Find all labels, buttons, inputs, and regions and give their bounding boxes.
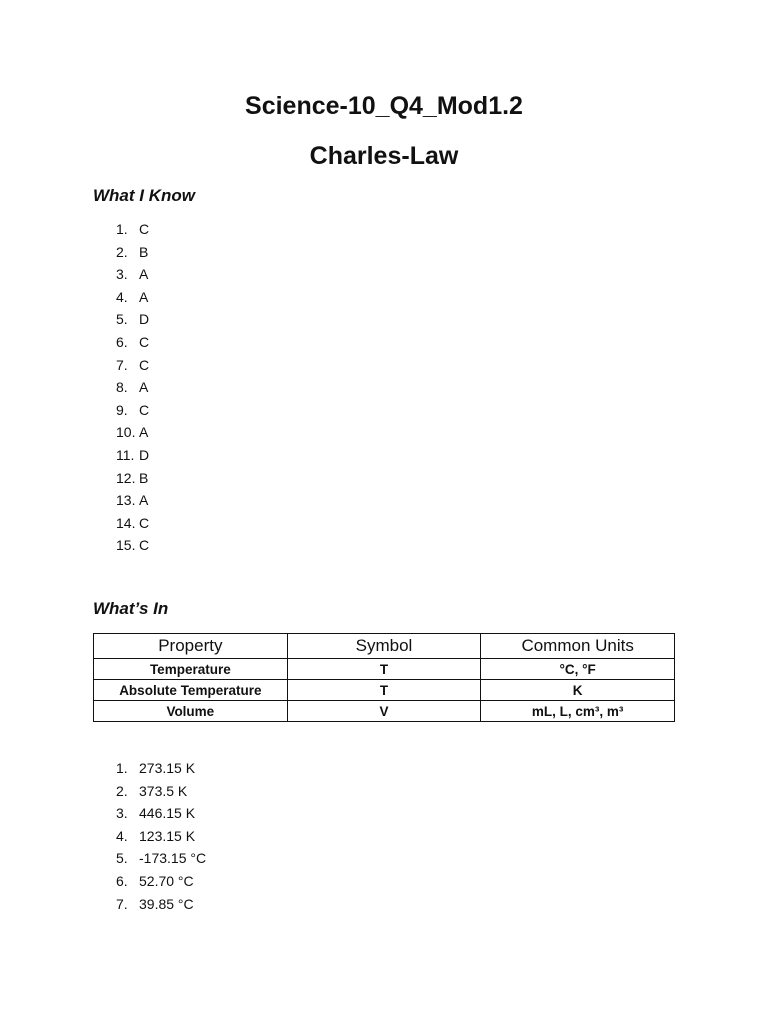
item-number: 4. (116, 827, 128, 844)
item-answer: B (139, 243, 149, 260)
table-cell: Temperature (94, 659, 288, 680)
item-answer: C (139, 514, 150, 531)
document-title: Science-10_Q4_Mod1.2 (245, 92, 523, 120)
item-number: 9. (116, 401, 128, 418)
item-number: 2. (116, 243, 128, 260)
what-i-know-heading: What I Know (93, 186, 195, 205)
document-subtitle: Charles-Law (309, 142, 459, 170)
item-number: 3. (116, 805, 128, 822)
item-number: 1. (116, 760, 128, 776)
item-answer: A (139, 288, 149, 305)
item-answer: 39.85 °C (139, 895, 194, 912)
item-answer: D (139, 446, 150, 463)
item-answer: B (139, 469, 149, 486)
item-answer: C (139, 356, 150, 373)
column-header-common-units: Common Units (481, 634, 675, 659)
item-number: 8. (116, 379, 128, 396)
item-answer: C (139, 333, 150, 350)
item-answer: A (139, 266, 149, 283)
item-number: 6. (116, 872, 128, 889)
item-answer: -173.15 °C (139, 850, 207, 867)
item-answer: A (139, 379, 149, 396)
item-number: 14. (116, 514, 136, 531)
table-row (94, 701, 675, 722)
whats-in-heading: What’s In (93, 599, 169, 618)
item-answer: 123.15 K (139, 827, 196, 844)
item-answer: D (139, 311, 150, 328)
table-cell: Volume (94, 701, 288, 722)
item-number: 11. (116, 446, 135, 463)
item-number: 5. (116, 311, 128, 328)
item-number: 6. (116, 333, 128, 350)
item-answer: C (139, 401, 150, 418)
table-cell: mL, L, cm³, m³ (481, 701, 675, 722)
table-row (94, 680, 675, 701)
item-number: 12. (116, 469, 136, 486)
item-number: 7. (116, 356, 128, 373)
item-answer: C (139, 537, 150, 554)
table-cell: T (287, 659, 481, 680)
item-answer: A (139, 424, 149, 441)
item-number: 7. (116, 895, 128, 912)
item-number: 1. (116, 221, 128, 237)
item-number: 4. (116, 288, 128, 305)
item-number: 15. (116, 537, 136, 554)
item-number: 3. (116, 266, 128, 283)
item-number: 5. (116, 850, 128, 867)
table-row (94, 659, 675, 680)
item-number: 2. (116, 782, 128, 799)
item-answer: A (139, 492, 149, 509)
item-number: 10. (116, 424, 136, 441)
item-answer: C (139, 221, 150, 237)
item-answer: 373.5 K (139, 782, 188, 799)
table-cell: Absolute Temperature (94, 680, 288, 701)
properties-table (93, 633, 675, 722)
table-header-row (94, 634, 675, 659)
column-header-symbol: Symbol (287, 634, 481, 659)
item-number: 13. (116, 492, 136, 509)
item-answer: 273.15 K (139, 760, 196, 776)
table-cell: T (287, 680, 481, 701)
item-answer: 52.70 °C (139, 872, 194, 889)
table-cell: °C, °F (481, 659, 675, 680)
table-cell: K (481, 680, 675, 701)
column-header-property: Property (94, 634, 288, 659)
item-answer: 446.15 K (139, 805, 196, 822)
table-cell: V (287, 701, 481, 722)
